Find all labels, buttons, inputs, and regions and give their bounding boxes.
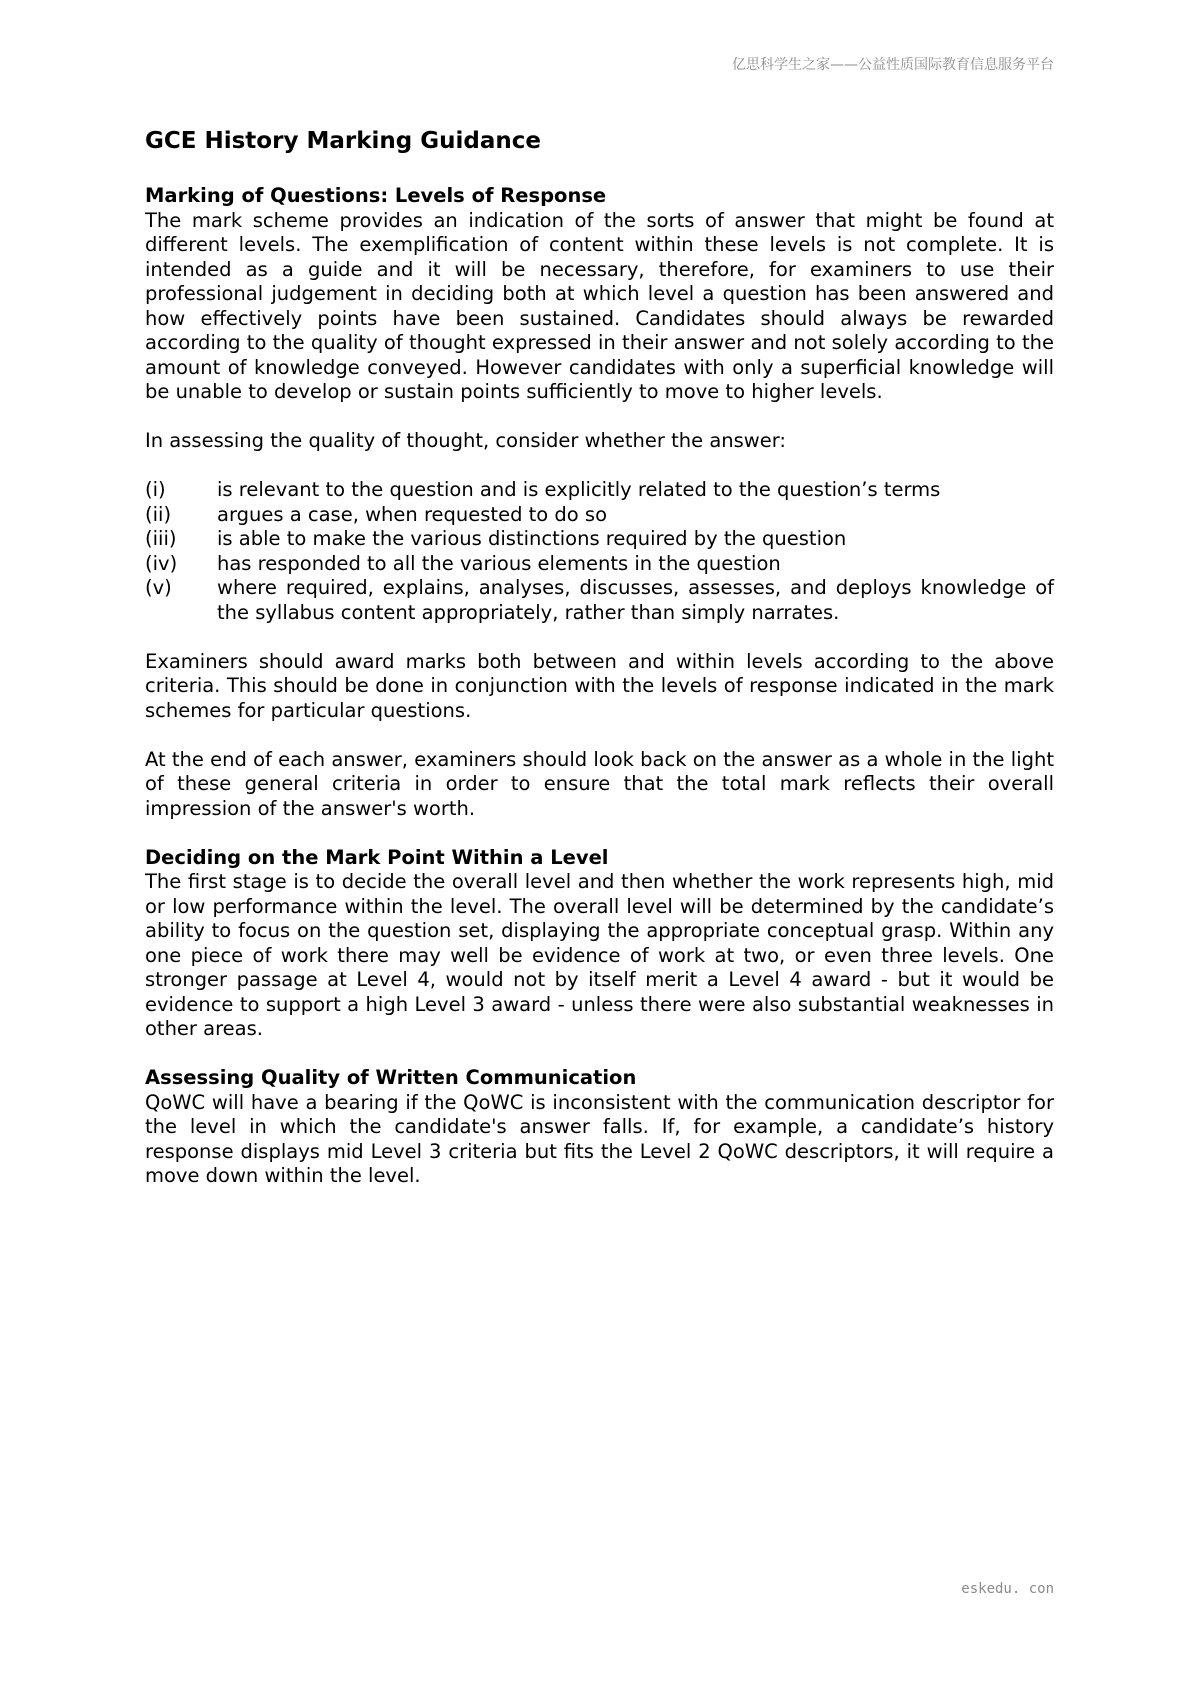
- list-item-text: is relevant to the question and is explicitly related to the question’s terms: [217, 478, 941, 501]
- list-marker: (ii): [145, 502, 172, 526]
- list-item: [145, 527, 1054, 552]
- list-marker: (v): [145, 576, 172, 599]
- section-heading: Assessing Quality of Written Communication: [145, 1066, 637, 1089]
- list-item: [145, 478, 1054, 503]
- paragraph: At the end of each answer, examiners should look back on the answer as a whole in the light of these general criteria in order to ensure that the total mark reflects their overall impression of the answer's worth.: [145, 747, 1054, 820]
- paragraph: The first stage is to decide the overall level and then whether the work represents high, mid or low performance within the level. The overall level will be determined by the candidate’s ability to focus on the question set, displaying the appropriate conceptual grasp. Within any one piece of work there may well be evidence of work at two, or even three levels. One stronger passage at Level 4, would not by itself merit a Level 4 award - but it would be evidence to support a high Level 3 award - unless there were also substantial weaknesses in other areas.: [145, 870, 1054, 1040]
- document-title: GCE History Marking Guidance: [145, 128, 541, 154]
- list-item-text: is able to make the various distinctions required by the question: [217, 527, 847, 550]
- site-domain: eskedu. con: [961, 1581, 1054, 1597]
- list-marker: (i): [145, 478, 166, 501]
- list-item-text: where required, explains, analyses, discusses, assesses, and deploys knowledge of the syllabus content appropriately, rather than simply narrates.: [217, 576, 1054, 624]
- list-item: [145, 552, 1054, 577]
- list-item: [145, 503, 1054, 528]
- list-item-text: argues a case, when requested to do so: [217, 502, 608, 526]
- document-body: [145, 126, 1054, 1189]
- paragraph: The mark scheme provides an indication of the sorts of answer that might be found at different levels. The exemplification of content within these levels is not complete. It is intended as a guide and it will be necessary, therefore, for examiners to use their professional judgement in deciding both at which level a question has been answered and how effectively points have been sustained. Candidates should always be rewarded according to the quality of thought expressed in their answer and not solely according to the amount of knowledge conveyed. However candidates with only a superficial knowledge will be unable to develop or sustain points sufficiently to move to higher levels.: [145, 208, 1054, 403]
- site-banner: 亿思科学生之家——公益性质国际教育信息服务平台: [732, 57, 1054, 73]
- paragraph: QoWC will have a bearing if the QoWC is inconsistent with the communication descriptor for the level in which the candidate's answer falls. If, for example, a candidate’s history response displays mid Level 3 criteria but fits the Level 2 QoWC descriptors, it will require a move down within the level.: [145, 1090, 1054, 1187]
- list-marker: (iv): [145, 551, 178, 575]
- criteria-list: [145, 478, 1054, 625]
- paragraph: In assessing the quality of thought, consider whether the answer:: [145, 429, 786, 452]
- list-marker: (iii): [145, 527, 177, 550]
- paragraph: Examiners should award marks both between and within levels according to the above criteria. This should be done in conjunction with the levels of response indicated in the mark schemes for particular questions.: [145, 649, 1054, 722]
- section-mark-point-within-level: [145, 846, 1054, 1042]
- section-heading: Marking of Questions: Levels of Response: [145, 184, 607, 207]
- list-item: [145, 576, 1054, 625]
- section-quality-of-written-communication: [145, 1066, 1054, 1189]
- section-heading: Deciding on the Mark Point Within a Level: [145, 845, 609, 869]
- list-item-text: has responded to all the various elements in the question: [217, 551, 781, 575]
- section-levels-of-response: [145, 184, 1054, 821]
